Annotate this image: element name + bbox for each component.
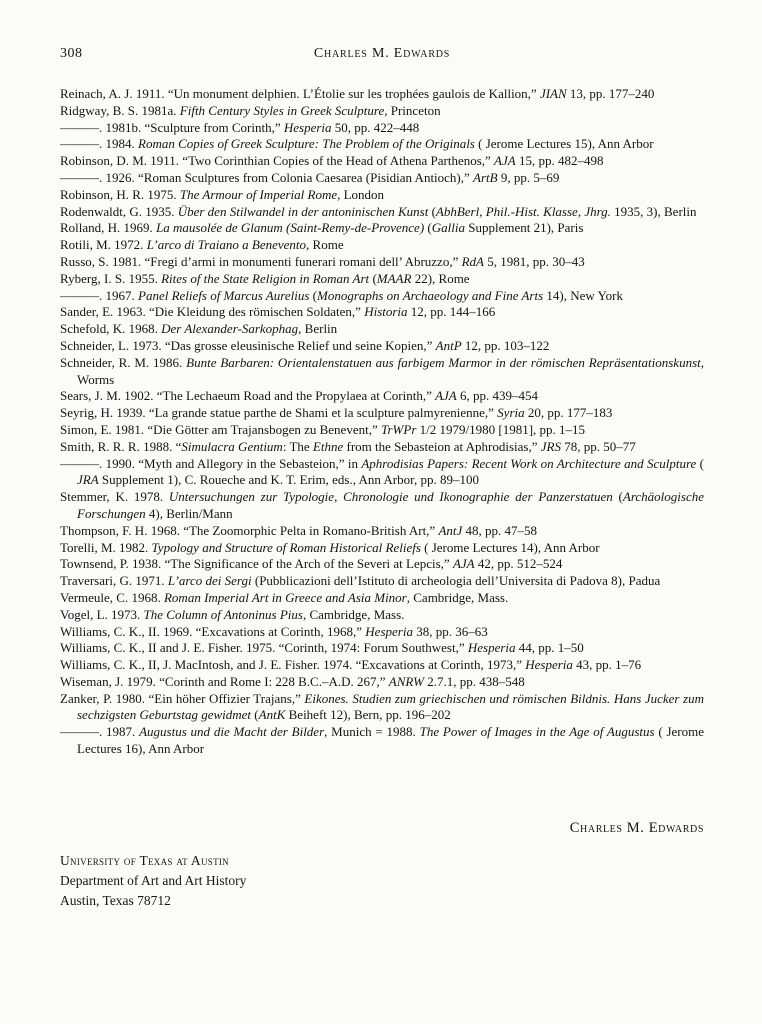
bibliography-entry: ———. 1984. Roman Copies of Greek Sculpture: The Problem of the Originals ( Jerome Lectures 15), Ann Arbor — [60, 136, 654, 152]
bibliography-entry: Russo, S. 1981. “Fregi d’armi in monumenti funerari romani dell’ Abruzzo,” RdA 5, 1981, pp. 30–43 — [60, 253, 585, 269]
bibliography-entry: ———. 1967. Panel Reliefs of Marcus Aurelius (Monographs on Archaeology and Fine Arts 14), New York — [60, 287, 623, 303]
bibliography-entry: Zanker, P. 1980. “Ein höher Offizier Trajans,” Eikones. Studien zum griechischen und römischen Bildnis. Hans Jucker zum sechzigsten Geburtstag gewidmet (AntK Beiheft 12), Bern, pp. 196–202 — [60, 690, 705, 723]
running-header-title: Charles M. Edwards — [313, 46, 451, 61]
bibliography-entry: Sander, E. 1963. “Die Kleidung des römischen Soldaten,” Historia 12, pp. 144–166 — [60, 304, 496, 320]
bibliography-entry: ———. 1990. “Myth and Allegory in the Sebasteion,” in Aphrodisias Papers: Recent Work on Architecture and Sculpture ( JRA Supplement 1), C. Roueche and K. T. Erim, eds., Ann Arbor, pp. 89–100 — [60, 455, 704, 488]
bibliography-entry: Thompson, F. H. 1968. “The Zoomorphic Pelta in Romano-British Art,” AntJ 48, pp. 47–58 — [60, 522, 538, 538]
page-header — [60, 46, 704, 62]
bibliography-entry: Torelli, M. 1982. Typology and Structure of Roman Historical Reliefs ( Jerome Lectures 14), Ann Arbor — [60, 539, 600, 555]
bibliography-entry: Robinson, D. M. 1911. “Two Corinthian Copies of the Head of Athena Parthenos,” AJA 15, pp. 482–498 — [60, 153, 604, 169]
bibliography-entry: Williams, C. K., II, J. MacIntosh, and J. E. Fisher. 1974. “Excavations at Corinth, 1973,” Hesperia 43, pp. 1–76 — [60, 657, 642, 673]
bibliography-entry: Schefold, K. 1968. Der Alexander-Sarkophag, Berlin — [60, 321, 338, 337]
affiliation-department: Department of Art and Art History — [60, 872, 247, 888]
bibliography-entry: ———. 1987. Augustus und die Macht der Bilder, Munich = 1988. The Power of Images in the Age of Augustus ( Jerome Lectures 16), Ann Arbor — [60, 724, 704, 757]
bibliography-entry: Reinach, A. J. 1911. “Un monument delphien. L’Étolie sur les trophées gaulois de Kallion,” JIAN 13, pp. 177–240 — [60, 86, 655, 101]
bibliography-entry: ———. 1981b. “Sculpture from Corinth,” Hesperia 50, pp. 422–448 — [60, 119, 420, 135]
bibliography-entry: Wiseman, J. 1979. “Corinth and Rome I: 228 B.C.–A.D. 267,” ANRW 2.7.1, pp. 438–548 — [60, 673, 525, 689]
bibliography-entry: Schneider, L. 1973. “Das grosse eleusinische Relief und seine Kopien,” AntP 12, pp. 103–122 — [60, 337, 550, 353]
bibliography-list — [60, 86, 704, 758]
bibliography-entry: Townsend, P. 1938. “The Significance of the Arch of the Severi at Lepcis,” AJA 42, pp. 512–524 — [60, 556, 563, 572]
bibliography-entry: Ryberg, I. S. 1955. Rites of the State Religion in Roman Art (MAAR 22), Rome — [60, 270, 470, 286]
bibliography-entry: Smith, R. R. R. 1988. “Simulacra Gentium: The Ethne from the Sebasteion at Aphrodisias,” JRS 78, pp. 50–77 — [60, 438, 636, 454]
affiliation-block — [60, 851, 704, 911]
bibliography-entry: Rodenwaldt, G. 1935. Über den Stilwandel in der antoninischen Kunst (AbhBerl, Phil.-Hist. Klasse, Jhrg. 1935, 3), Berlin — [60, 203, 697, 219]
bibliography-entry: Schneider, R. M. 1986. Bunte Barbaren: Orientalenstatuen aus farbigem Marmor in der römischen Repräsentationskunst, Worms — [60, 354, 704, 387]
bibliography-entry: Robinson, H. R. 1975. The Armour of Imperial Rome, London — [60, 186, 385, 202]
bibliography-entry: Ridgway, B. S. 1981a. Fifth Century Styles in Greek Sculpture, Princeton — [60, 102, 441, 118]
page-number: 308 — [60, 46, 83, 61]
affiliation-university: University of Texas at Austin — [60, 852, 229, 868]
bibliography-entry: ———. 1926. “Roman Sculptures from Colonia Caesarea (Pisidian Antioch),” ArtB 9, pp. 5–69 — [60, 169, 560, 185]
bibliography-entry: Williams, C. K., II and J. E. Fisher. 1975. “Corinth, 1974: Forum Southwest,” Hesperia 44, pp. 1–50 — [60, 640, 584, 656]
bibliography-entry: Rolland, H. 1969. La mausolée de Glanum (Saint-Remy-de-Provence) (Gallia Supplement 21), Paris — [60, 220, 584, 236]
bibliography-entry: Simon, E. 1981. “Die Götter am Trajansbogen zu Benevent,” TrWPr 1/2 1979/1980 [1981], pp. 1–15 — [60, 421, 586, 437]
bibliography-entry: Sears, J. M. 1902. “The Lechaeum Road and the Propylaea at Corinth,” AJA 6, pp. 439–454 — [60, 388, 538, 404]
bibliography-entry: Stemmer, K. 1978. Untersuchungen zur Typologie, Chronologie und Ikonographie der Panzerstatuen (Archäologische Forschungen 4), Berlin/Mann — [60, 489, 704, 521]
affiliation-address: Austin, Texas 78712 — [60, 892, 171, 908]
bibliography-entry: Seyrig, H. 1939. “La grande statue parthe de Shami et la sculpture palmyrenienne,” Syria 20, pp. 177–183 — [60, 405, 613, 421]
bibliography-entry: Traversari, G. 1971. L’arco dei Sergi (Pubblicazioni dell’Istituto di archeologia dell’Universita di Padova 8), Padua — [60, 573, 661, 589]
bibliography-entry: Rotili, M. 1972. L’arco di Traiano a Benevento, Rome — [60, 237, 344, 253]
bibliography-entry: Vermeule, C. 1968. Roman Imperial Art in Greece and Asia Minor, Cambridge, Mass. — [60, 589, 509, 605]
bibliography-entry: Vogel, L. 1973. The Column of Antoninus Pius, Cambridge, Mass. — [60, 606, 405, 622]
bibliography-entry: Williams, C. K., II. 1969. “Excavations at Corinth, 1968,” Hesperia 38, pp. 36–63 — [60, 623, 488, 639]
signature-author: Charles M. Edwards — [569, 819, 704, 836]
